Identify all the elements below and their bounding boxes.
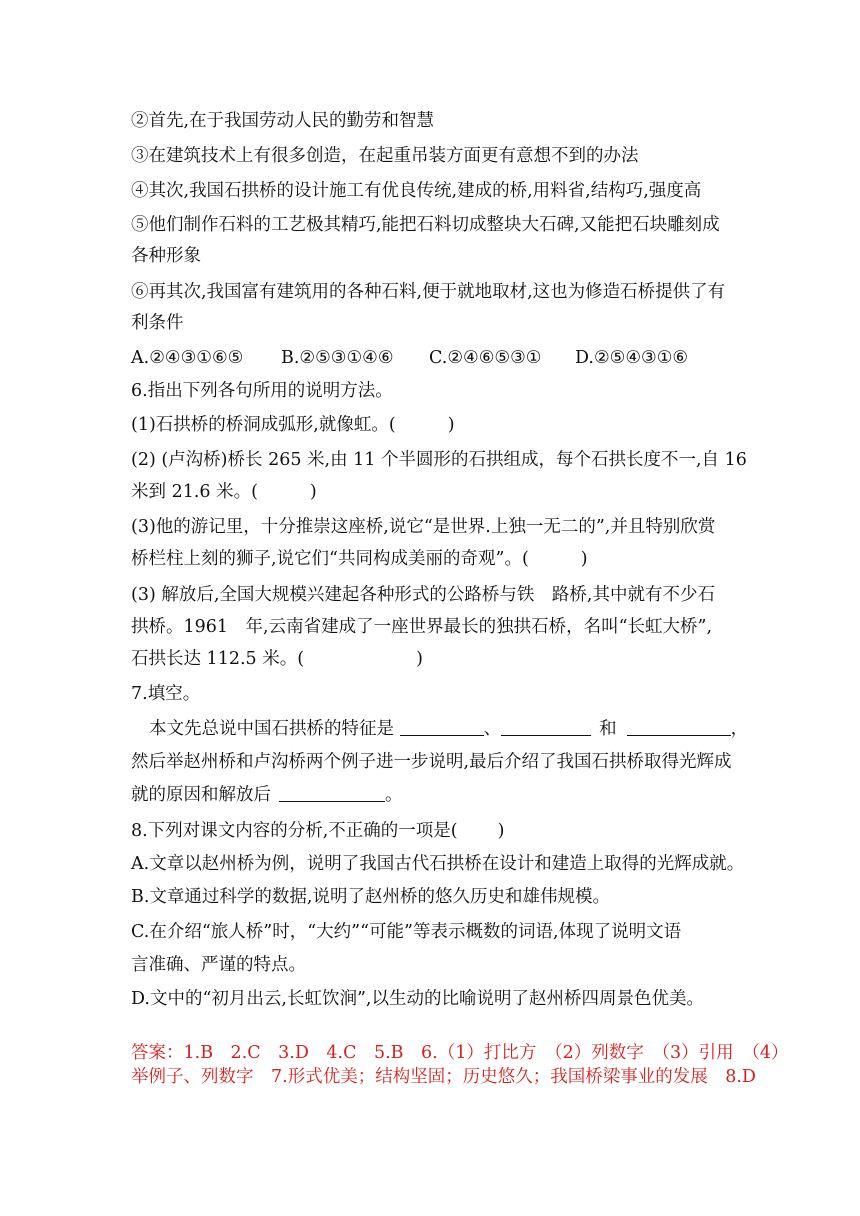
choice-d: D.②⑤④③①⑥ bbox=[575, 348, 689, 368]
fill-blank-3[interactable] bbox=[627, 717, 731, 736]
question-7-line2: 然后举赵州桥和卢沟桥两个例子进一步说明,最后介绍了我国石拱桥取得光辉成 bbox=[131, 752, 732, 772]
question-8-choice-a: A.文章以赵州桥为例，说明了我国古代石拱桥在设计和建造上取得的光辉成就。 bbox=[131, 854, 745, 874]
q8-title-text: 8.下列对课文内容的分析,不正确的一项是( bbox=[131, 821, 458, 841]
question-6-item-3-line1: (3)他的游记里，十分推崇这座桥,说它“是世界.上独一无二的”,并且特别欣赏 bbox=[131, 517, 716, 537]
q6-item1-text: (1)石拱桥的桥洞成弧形,就像虹。( bbox=[131, 415, 396, 435]
q6-item1-close: ) bbox=[447, 415, 455, 435]
q7-and: 和 bbox=[599, 719, 617, 739]
option-item-5-line2: 各种形象 bbox=[131, 246, 201, 266]
fill-blank-4[interactable] bbox=[279, 783, 385, 802]
q8-title-close: ) bbox=[497, 821, 505, 841]
choice-a: A.②④③①⑥⑤ bbox=[131, 348, 244, 368]
q7-comma: ， bbox=[730, 719, 749, 739]
fill-blank-2[interactable] bbox=[501, 717, 591, 736]
choice-b: B.②⑤③①④⑥ bbox=[281, 348, 394, 368]
q6-item3-text: 桥栏柱上刻的狮子,说它们“共同构成美丽的奇观”。( bbox=[131, 549, 529, 569]
question-6-item-2-line2 bbox=[131, 479, 743, 505]
q7-lead-text: 本文先总说中国石拱桥的特征是 bbox=[149, 719, 394, 739]
option-item-6-line2: 利条件 bbox=[131, 313, 184, 333]
fill-blank-1[interactable] bbox=[400, 717, 484, 736]
q7-line3-text: 就的原因和解放后 bbox=[131, 785, 271, 805]
question-7-line1 bbox=[149, 716, 749, 742]
question-5-choices bbox=[131, 345, 743, 371]
answer-key-line1: 答案：1.B 2.C 3.D 4.C 5.B 6.（1）打比方 （2）列数字 （3）引用 （4） bbox=[131, 1043, 789, 1063]
option-item-4: ④其次,我国石拱桥的设计施工有优良传统,建成的桥,用料省,结构巧,强度高 bbox=[131, 181, 702, 201]
question-6-item-2-line1: (2) (卢沟桥)桥长 265 米,由 11 个半圆形的石拱组成，每个石拱长度不一,自 16 bbox=[131, 450, 747, 470]
question-6-item-3-line2 bbox=[131, 546, 743, 572]
option-item-5-line1: ⑤他们制作石料的工艺极其精巧,能把石料切成整块大石碑,又能把石块雕刻成 bbox=[131, 215, 720, 235]
option-item-3: ③在建筑技术上有很多创造，在起重吊装方面更有意想不到的办法 bbox=[131, 146, 639, 166]
option-item-6-line1: ⑥再其次,我国富有建筑用的各种石料,便于就地取材,这也为修造石桥提供了有 bbox=[131, 282, 726, 302]
q6-item2-text: 米到 21.6 米。( bbox=[131, 482, 258, 502]
option-item-2: ②首先,在于我国劳动人民的勤劳和智慧 bbox=[131, 111, 435, 131]
question-7-line3 bbox=[131, 782, 743, 808]
q7-separator: 、 bbox=[483, 719, 502, 739]
answer-key-line2: 举例子、列数字 7.形式优美；结构坚固；历史悠久；我国桥梁事业的发展 8.D bbox=[131, 1067, 756, 1087]
question-6-item-4-line2: 拱桥。1961 年,云南省建成了一座世界最长的独拱石桥，名叫“长虹大桥”, bbox=[131, 617, 713, 637]
question-6-title: 6.指出下列各句所用的说明方法。 bbox=[131, 381, 393, 401]
q7-period: 。 bbox=[385, 785, 403, 805]
question-8-title bbox=[131, 818, 743, 844]
q6-item4-text: 石拱长达 112.5 米。( bbox=[131, 649, 305, 669]
question-8-choice-d: D.文中的“初月出云,长虹饮涧”,以生动的比喻说明了赵州桥四周景色优美。 bbox=[131, 989, 704, 1009]
q6-item4-close: ) bbox=[416, 649, 423, 669]
question-8-choice-c-line1: C.在介绍“旅人桥”时，“大约”“可能”等表示概数的词语,体现了说明文语 bbox=[131, 922, 682, 942]
question-6-item-4-line1: (3) 解放后,全国大规模兴建起各种形式的公路桥与铁 路桥,其中就有不少石 bbox=[131, 585, 715, 605]
choice-c: C.②④⑥⑤③① bbox=[429, 348, 542, 368]
question-6-item-1 bbox=[131, 412, 743, 438]
question-6-item-4-line3 bbox=[131, 646, 743, 672]
q6-item3-close: ) bbox=[580, 549, 588, 569]
question-8-choice-b: B.文章通过科学的数据,说明了赵州桥的悠久历史和雄伟规模。 bbox=[131, 887, 610, 907]
question-8-choice-c-line2: 言准确、严谨的特点。 bbox=[131, 955, 306, 975]
question-7-title: 7.填空。 bbox=[131, 684, 201, 704]
q6-item2-close: ) bbox=[309, 482, 317, 502]
